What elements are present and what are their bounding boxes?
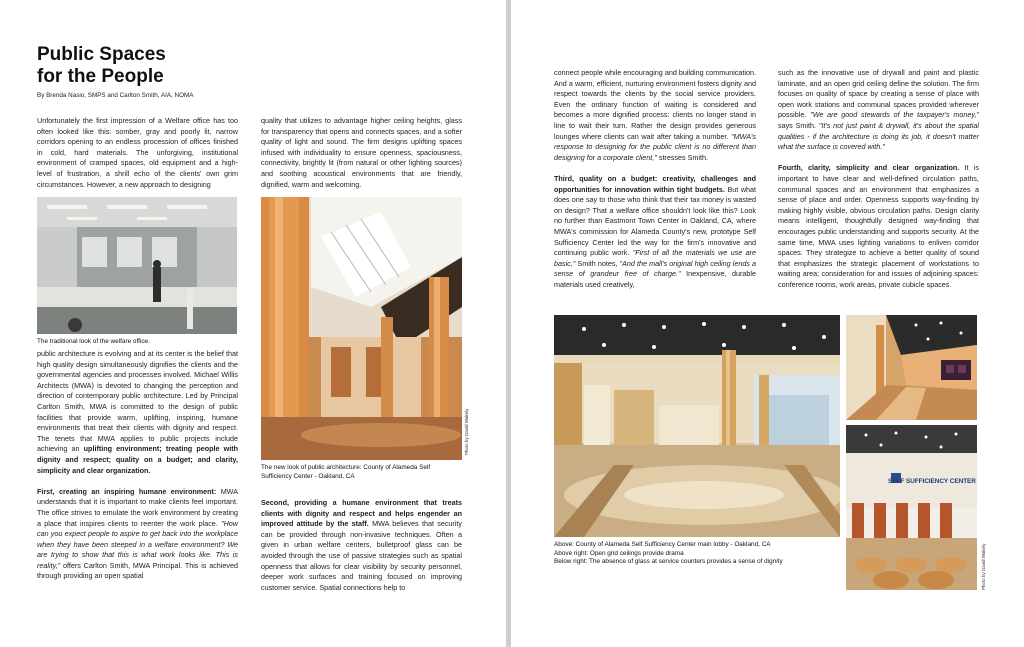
- second-tenet-heading: Second, providing a humane environment that treats clients with dignity and respect and helps engender an improved attitude by the staff.: [261, 498, 462, 529]
- left-page: [0, 0, 506, 647]
- main-lobby-photo: [554, 315, 840, 537]
- first-tenet-paragraph: First, creating an inspiring humane environment: MWA understands that it is important to make clients feel important. The office strives to emulate the work environment by creating a place that inspires clients to reenter the work place. "How can you expect people to aspire to get back into the workplace when they have been steeped in a welfare environment? We are trying to show that this is what work looks like. This is reality," offers Carlton Smith, MWA Principal. This is achieved through providing an open spatial: [37, 486, 238, 581]
- caption-traditional-office: The traditional look of the welfare office.: [37, 338, 150, 345]
- materials-paragraph: such as the innovative use of drywall and paint and plastic laminate, and an open grid ceiling define the solution. The firm focuses on quality of space by creating a sense of place with open work stations and communal spaces provided wherever possible. "We are good stewards of the taxpayer's money," says Smith. "It's not just paint & drywall, it's about the spatial qualities - if the architecture is doing its job, it doesn't matter what the surface is covered with.": [778, 68, 979, 152]
- caption-below-right: Below right: The absence of glass at service counters provides a sense of dignity: [554, 558, 783, 566]
- caption-above-right: Above right: Open grid ceilings provide drama: [554, 549, 684, 557]
- body-col3: [554, 68, 756, 301]
- photo-credit-left: Photo by David Wakely: [464, 408, 469, 455]
- photo-credit-right: Photo by David Wakely: [981, 543, 986, 590]
- service-counter-photo: [846, 425, 977, 590]
- intro-text-continued: quality that utilizes to advantage higher ceiling heights, glass for transparency that opens and connects spaces, and a softer quality of light and sound. The firm designs uplifting spaces infused with individuality to ensure openness, spaciousness, connectivity, brightly lit (from natural or other lighting sources) and soothing acoustical environments that are friendly, dignified, warm and welcoming.: [261, 116, 462, 189]
- second-tenet-paragraph: Second, providing a humane environment that treats clients with dignity and respect and helps engender an improved attitude by the staff. MWA believes that security can be provided through non-invasive techniques. Often a given in urban welfare centers, bulletproof glass can be avoided through the use of passive strategies such as spatial openness that allows for clear visibility by security personnel, deeper work surfaces and training focused on improving customer service. Spatial connections help to: [261, 498, 463, 592]
- new-public-architecture-photo: [261, 197, 462, 460]
- third-tenet-paragraph: Third, quality on a budget: creativity, challenges and opportunities for innovation within tight budgets. But what does one say to those who think that their tax money is wasted on design? That a welfare office shouldn't look like this? Look no further than Eastmont Town Center in Oakland, CA, where MWA's commission for Alameda County's new, prototype Self Sufficiency Center led the way for the firm's innovative and continuing public work. "First of all the materials we use are basic," Smith notes, "And the mall's original high ceiling lends a sense of grandeur free of charge." Inexpensive, durable materials used creatively,: [554, 173, 756, 289]
- body-col4: [778, 68, 979, 301]
- traditional-office-photo: [37, 197, 237, 334]
- self-sufficiency-center-sign: SELF SUFFICIENCY CENTER: [888, 478, 976, 485]
- body-col1: [37, 349, 238, 593]
- title-line-2: for the People: [37, 66, 164, 87]
- right-page: [511, 0, 1024, 647]
- first-tenet-heading: First, creating an inspiring humane environment:: [37, 486, 217, 496]
- body-col2: [261, 498, 462, 604]
- open-grid-ceiling-photo: [846, 315, 977, 420]
- fourth-tenet-heading: Fourth, clarity, simplicity and clear organization.: [778, 163, 960, 173]
- body-paragraph: public architecture is evolving and at its center is the belief that high quality design simultaneously dignifies the clients and the governmental agencies and processes involved. Michael Willis Architects (MWA) is devoted to changing the perception and direction of contemporary public architecture. Led by Principal Carlton Smith, MWA is committed to the design of public facilities that provide warm, uplifting, inspiring, humane environments that treat their clients with dignity and respect. The tenets that MWA applies to public projects include achieving an uplifting environment; treating people with dignity and respect; quality on a budget; and clarity, simplicity and clear organization.: [37, 349, 238, 475]
- article-title: [37, 44, 237, 88]
- fourth-tenet-paragraph: Fourth, clarity, simplicity and clear organization. It is important to have clear and well-defined circulation paths, communal spaces and an environment that emphasizes a sense of place and order. Openness supports way-finding by making highly visible, obvious circulation paths. Design clarity means intelligent, thoughtfully designed way-finding that encourages public understanding and supports security. At the same time, MWA uses lighting variations to enliven corridor spaces. They strategize to achieve a better quality of sound that emphasizes the strategic placement of workstations to waiting area; consideration for and issues of adjoining spaces: conference rooms, work areas, private cubicle spaces.: [778, 163, 979, 289]
- caption-new-look: The new look of public architecture: County of Alameda Self Sufficiency Center - Oakland, CA: [261, 464, 431, 480]
- title-line-1: Public Spaces: [37, 44, 166, 65]
- byline: By Brenda Nasio, SMPS and Carlton Smith, AIA, NOMA: [37, 92, 194, 99]
- connection-paragraph: connect people while encouraging and building communication. And a warm, efficient, nurturing environment fosters dignity and respect towards the clients by the social service providers. Even the ordinary function of waiting is considered and becomes a more dignified process: clients no longer stand in line to wait their turn. Rather the design provides generous lounges where clients can wait after taking a number. "MWA's response to designing for the public client is no different than designing for a corporate client," stresses Smith.: [554, 68, 756, 162]
- right-page-captions: [554, 541, 844, 567]
- intro-paragraph-col1: [37, 116, 238, 201]
- intro-paragraph-col2: [261, 116, 462, 201]
- third-tenet-heading: Third, quality on a budget: creativity, challenges and opportunities for innovation within tight budgets.: [554, 173, 756, 194]
- caption-main-lobby: Above: County of Alameda Self Sufficiency Center main lobby - Oakland, CA: [554, 541, 771, 548]
- intro-text: Unfortunately the first impression of a Welfare office has too often looked like this: somber, gray and poorly lit, narrow corridors opening to an endless procession of offices finished in cold, hard materials. The unforgiving, institutional environment of cramped spaces, old equipment and a high-level of frustration, a shrill echo of the clients' own grim circumstances. However, a new approach to designing: [37, 116, 238, 189]
